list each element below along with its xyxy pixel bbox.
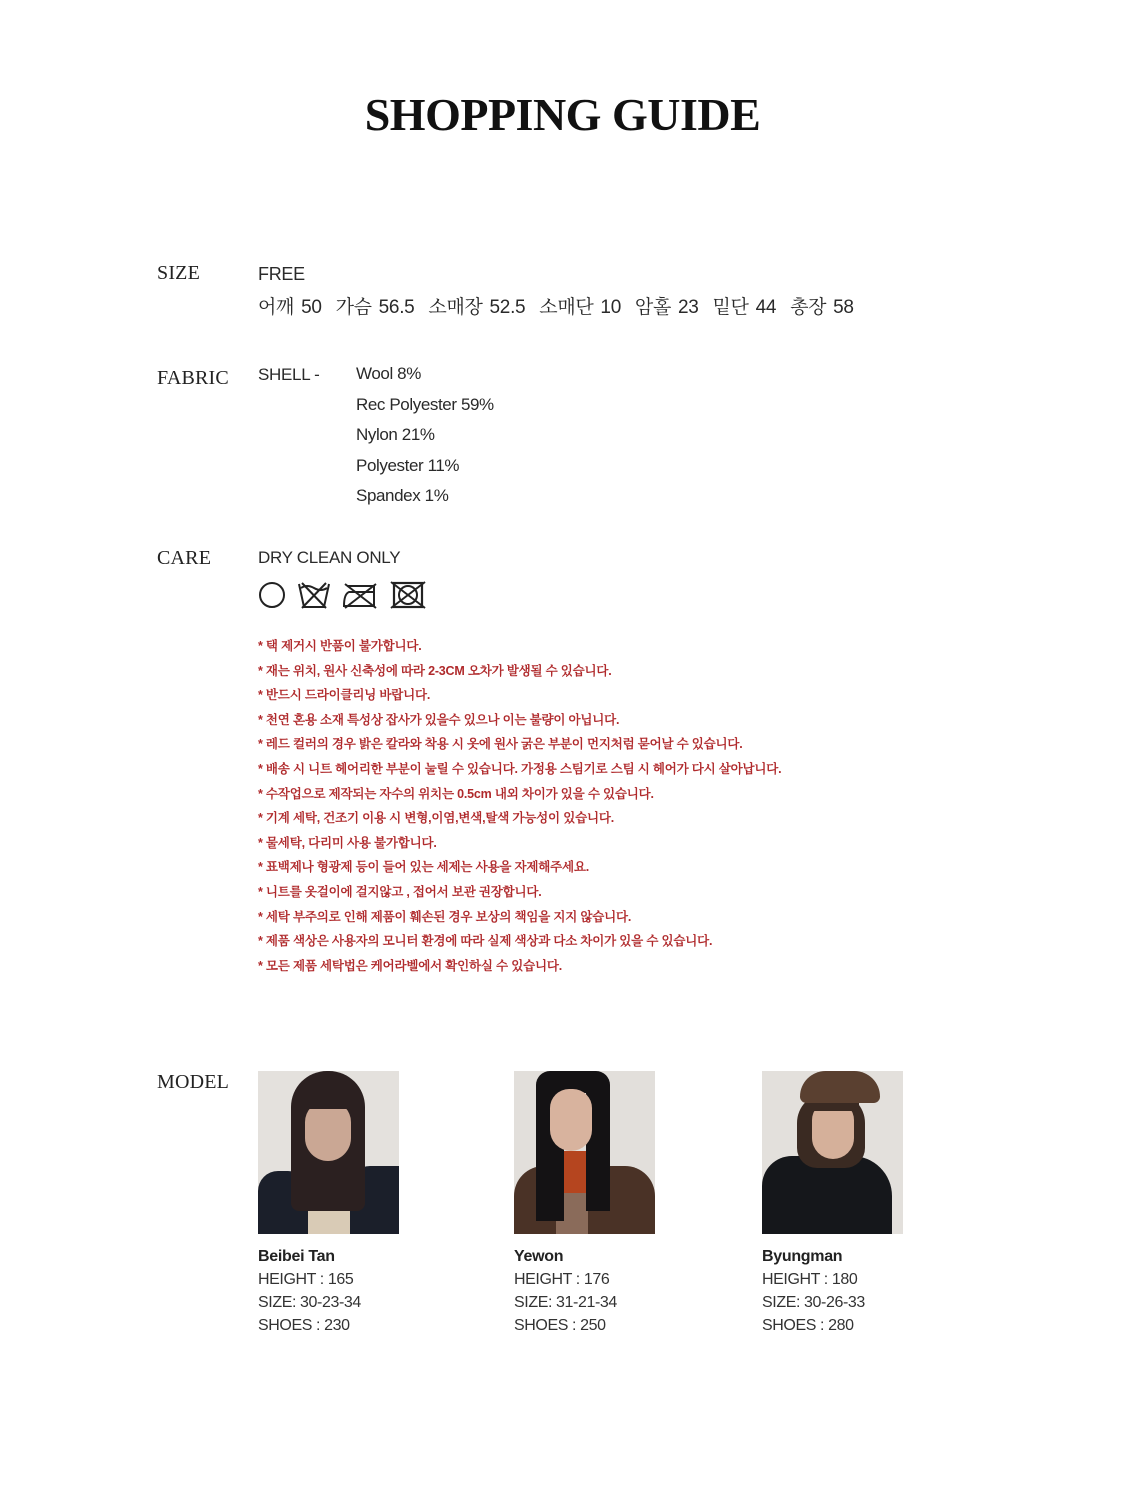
do-not-tumble-dry-icon xyxy=(389,580,427,610)
care-note: * 택 제거시 반품이 불가합니다. xyxy=(258,639,422,653)
fabric-item: Wool 8% xyxy=(356,364,421,383)
do-not-iron-icon xyxy=(341,580,379,610)
model-size: SIZE: 31-21-34 xyxy=(514,1294,617,1311)
model-shoes: SHOES : 230 xyxy=(258,1317,350,1334)
fabric-shell-label: SHELL - xyxy=(258,365,320,384)
model-name: Byungman xyxy=(762,1248,843,1265)
care-instruction: DRY CLEAN ONLY xyxy=(258,548,401,567)
model-name: Beibei Tan xyxy=(258,1248,335,1265)
care-note: * 수작업으로 제작되는 자수의 위치는 0.5cm 내외 차이가 있을 수 있습니다. xyxy=(258,786,654,801)
size-value: FREE xyxy=(258,264,305,284)
model-section-label: MODEL xyxy=(157,1071,230,1093)
size-measurements: 어깨 50 가슴 56.5 소매장 52.5 소매단 10 암홀 23 밑단 44 총장 58 xyxy=(258,297,854,318)
do-not-wash-icon xyxy=(297,580,331,610)
model-shoes: SHOES : 250 xyxy=(514,1317,606,1334)
size-section-label: SIZE xyxy=(157,262,201,284)
page-title: SHOPPING GUIDE xyxy=(364,89,761,140)
care-note: * 니트를 옷걸이에 걸지않고 , 접어서 보관 권장합니다. xyxy=(258,884,542,899)
fabric-section-label: FABRIC xyxy=(157,367,229,389)
model-photo xyxy=(514,1071,655,1234)
fabric-composition-list xyxy=(356,364,494,517)
care-note: * 세탁 부주의로 인해 제품이 훼손된 경우 보상의 책임을 지지 않습니다. xyxy=(258,909,632,924)
care-note: * 반드시 드라이클리닝 바랍니다. xyxy=(258,688,431,703)
care-note: * 물세탁, 다리미 사용 불가합니다. xyxy=(258,835,437,850)
care-note: * 표백제나 형광제 등이 들어 있는 세제는 사용을 자제해주세요. xyxy=(258,860,589,875)
care-note: * 재는 위치, 원사 신축성에 따라 2-3CM 오차가 발생될 수 있습니다. xyxy=(258,663,612,678)
care-section-label: CARE xyxy=(157,547,212,569)
fabric-item: Polyester 11% xyxy=(356,455,460,475)
model-card xyxy=(258,1071,400,1335)
model-photo xyxy=(258,1071,399,1234)
model-height: HEIGHT : 176 xyxy=(514,1271,610,1288)
care-note: * 배송 시 니트 헤어리한 부분이 눌릴 수 있습니다. 가정용 스팀기로 스팀 시 헤어가 다시 살아납니다. xyxy=(258,761,782,776)
model-height: HEIGHT : 165 xyxy=(258,1271,354,1288)
model-shoes: SHOES : 280 xyxy=(762,1317,854,1334)
care-note: * 제품 색상은 사용자의 모니터 환경에 따라 실제 색상과 다소 차이가 있을 수 있습니다. xyxy=(258,934,713,949)
model-size: SIZE: 30-23-34 xyxy=(258,1294,361,1311)
care-note: * 레드 컬러의 경우 밝은 칼라와 착용 시 옷에 원사 굵은 부분이 먼지처럼 묻어날 수 있습니다. xyxy=(258,737,743,752)
care-notes-list xyxy=(258,636,781,980)
model-card xyxy=(762,1071,904,1335)
model-height: HEIGHT : 180 xyxy=(762,1271,858,1288)
fabric-item: Nylon 21% xyxy=(356,425,435,444)
care-note: * 기계 세탁, 건조기 이용 시 변형,이염,변색,탈색 가능성이 있습니다. xyxy=(258,811,614,826)
care-note: * 모든 제품 세탁법은 케어라벨에서 확인하실 수 있습니다. xyxy=(258,958,562,973)
model-photo xyxy=(762,1071,903,1234)
model-name: Yewon xyxy=(514,1248,564,1265)
model-card xyxy=(514,1071,656,1335)
care-note: * 천연 혼용 소재 특성상 잡사가 있을수 있으나 이는 불량이 아닙니다. xyxy=(258,712,620,727)
care-icons-row xyxy=(257,580,427,610)
fabric-item: Rec Polyester 59% xyxy=(356,394,494,414)
dry-clean-circle-icon xyxy=(257,580,287,610)
model-size: SIZE: 30-26-33 xyxy=(762,1294,865,1311)
fabric-item: Spandex 1% xyxy=(356,486,449,505)
